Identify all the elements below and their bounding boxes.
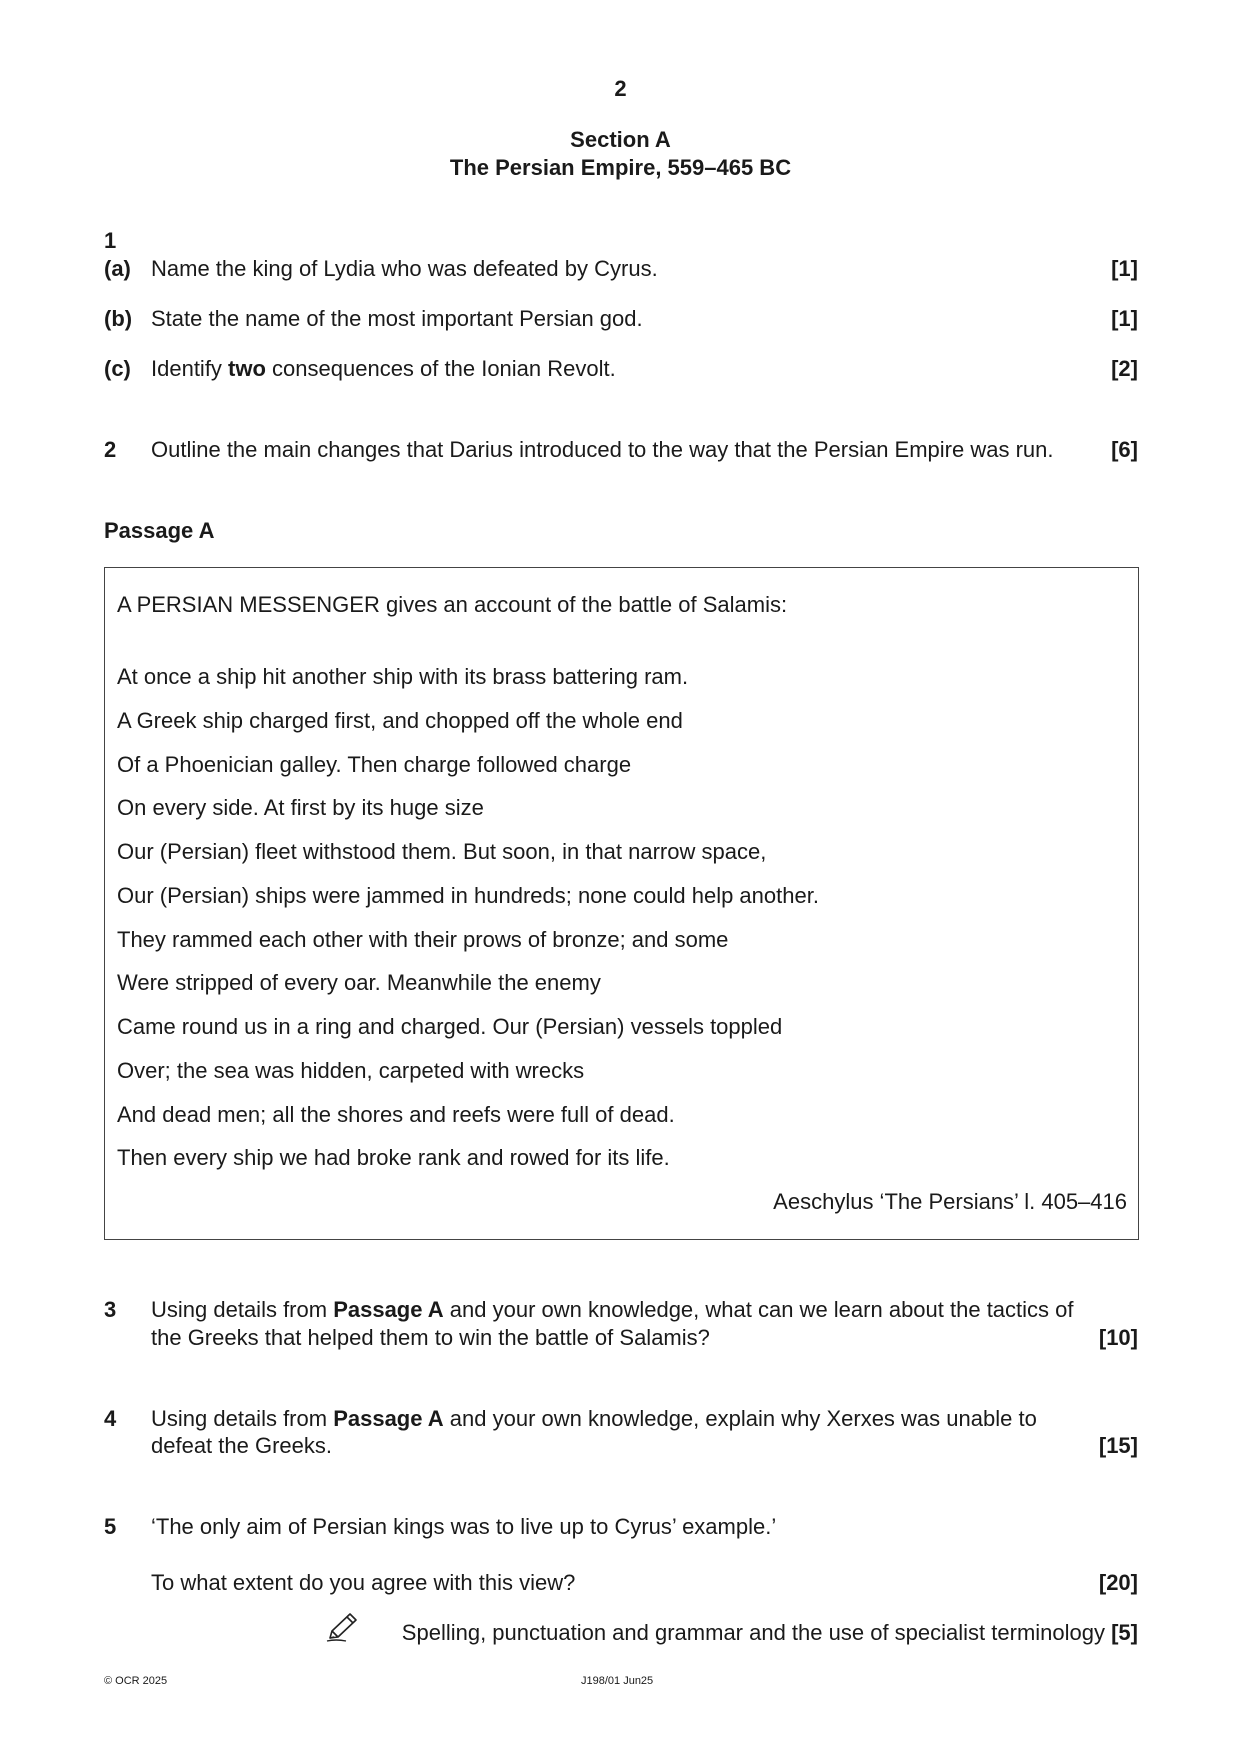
passage-line: Our (Persian) fleet withstood them. But soon, in that narrow space, (117, 839, 767, 864)
passage-line: Then every ship we had broke rank and rowed for its life. (117, 1145, 670, 1170)
question-3-marks: [10] (1098, 1325, 1138, 1350)
section-title: Section A (570, 127, 671, 152)
footer-code: J198/01 Jun25 (581, 1675, 654, 1687)
question-3-number: 3 (104, 1297, 117, 1322)
question-2-marks: [6] (1111, 437, 1138, 462)
question-3-line-2: the Greeks that helped them to win the battle of Salamis? (151, 1325, 710, 1350)
passage-line: On every side. At first by its huge size (117, 795, 484, 820)
footer-copyright: © OCR 2025 (104, 1675, 168, 1687)
question-2-text: Outline the main changes that Darius introduced to the way that the Persian Empire was run. (151, 437, 1054, 462)
question-1b-text: State the name of the most important Persian god. (151, 306, 643, 331)
question-5-prompt: To what extent do you agree with this view? (151, 1570, 576, 1595)
passage-line: Were stripped of every oar. Meanwhile the enemy (117, 970, 601, 995)
question-1b-label: (b) (104, 306, 133, 331)
question-4-text-end: and your own knowledge, explain why Xerxes was unable to (443, 1406, 1037, 1431)
passage-line: They rammed each other with their prows of bronze; and some (117, 927, 729, 952)
question-3-passage-ref: Passage A (333, 1297, 444, 1322)
page-number: 2 (614, 76, 627, 101)
question-1a-text: Name the king of Lydia who was defeated by Cyrus. (151, 256, 658, 281)
question-1-number: 1 (104, 228, 117, 253)
spag-text: Spelling, punctuation and grammar and the use of specialist terminology (401, 1620, 1105, 1645)
question-4-line-2: defeat the Greeks. (151, 1433, 332, 1458)
question-4-text-start: Using details from (151, 1406, 334, 1431)
question-5-quote: ‘The only aim of Persian kings was to live up to Cyrus’ example.’ (151, 1514, 777, 1539)
question-3-line-1 (151, 1297, 1074, 1323)
question-3-text-start: Using details from (151, 1297, 334, 1322)
question-5-number: 5 (104, 1514, 117, 1539)
passage-line: At once a ship hit another ship with its brass battering ram. (117, 664, 689, 689)
question-1c-text-start: Identify (151, 356, 229, 381)
question-4-passage-ref: Passage A (333, 1406, 444, 1431)
section-heading (0, 126, 1241, 182)
question-3-text-end: and your own knowledge, what can we learn about the tactics of (443, 1297, 1074, 1322)
question-1c-emphasis: two (228, 356, 266, 381)
passage-line: And dead men; all the shores and reefs were full of dead. (117, 1102, 675, 1127)
passage-label: Passage A (104, 518, 215, 543)
passage-line: Came round us in a ring and charged. Our (Persian) vessels toppled (117, 1014, 783, 1039)
question-1a-marks: [1] (1111, 256, 1138, 281)
passage-intro: A PERSIAN MESSENGER gives an account of the battle of Salamis: (117, 592, 788, 617)
passage-line: A Greek ship charged first, and chopped off the whole end (117, 708, 683, 733)
question-1c-text-end: consequences of the Ionian Revolt. (265, 356, 616, 381)
question-4-line-1 (151, 1406, 1037, 1432)
pencil-icon (326, 1611, 360, 1643)
passage-source: Aeschylus ‘The Persians’ l. 405–416 (773, 1189, 1127, 1214)
spag-line (402, 1620, 1138, 1646)
passage-line: Of a Phoenician galley. Then charge followed charge (117, 752, 632, 777)
passage-line: Over; the sea was hidden, carpeted with wrecks (117, 1058, 585, 1083)
question-1a-label: (a) (104, 256, 131, 281)
question-5-marks: [20] (1098, 1570, 1138, 1595)
spag-marks: [5] (1111, 1620, 1138, 1645)
question-4-number: 4 (104, 1406, 117, 1431)
question-1c-text (151, 356, 616, 382)
passage-line: Our (Persian) ships were jammed in hundreds; none could help another. (117, 883, 819, 908)
question-1c-label: (c) (104, 356, 131, 381)
section-subtitle: The Persian Empire, 559–465 BC (449, 155, 792, 180)
question-4-marks: [15] (1098, 1433, 1138, 1458)
question-1b-marks: [1] (1111, 306, 1138, 331)
question-1c-marks: [2] (1111, 356, 1138, 381)
question-2-number: 2 (104, 437, 117, 462)
